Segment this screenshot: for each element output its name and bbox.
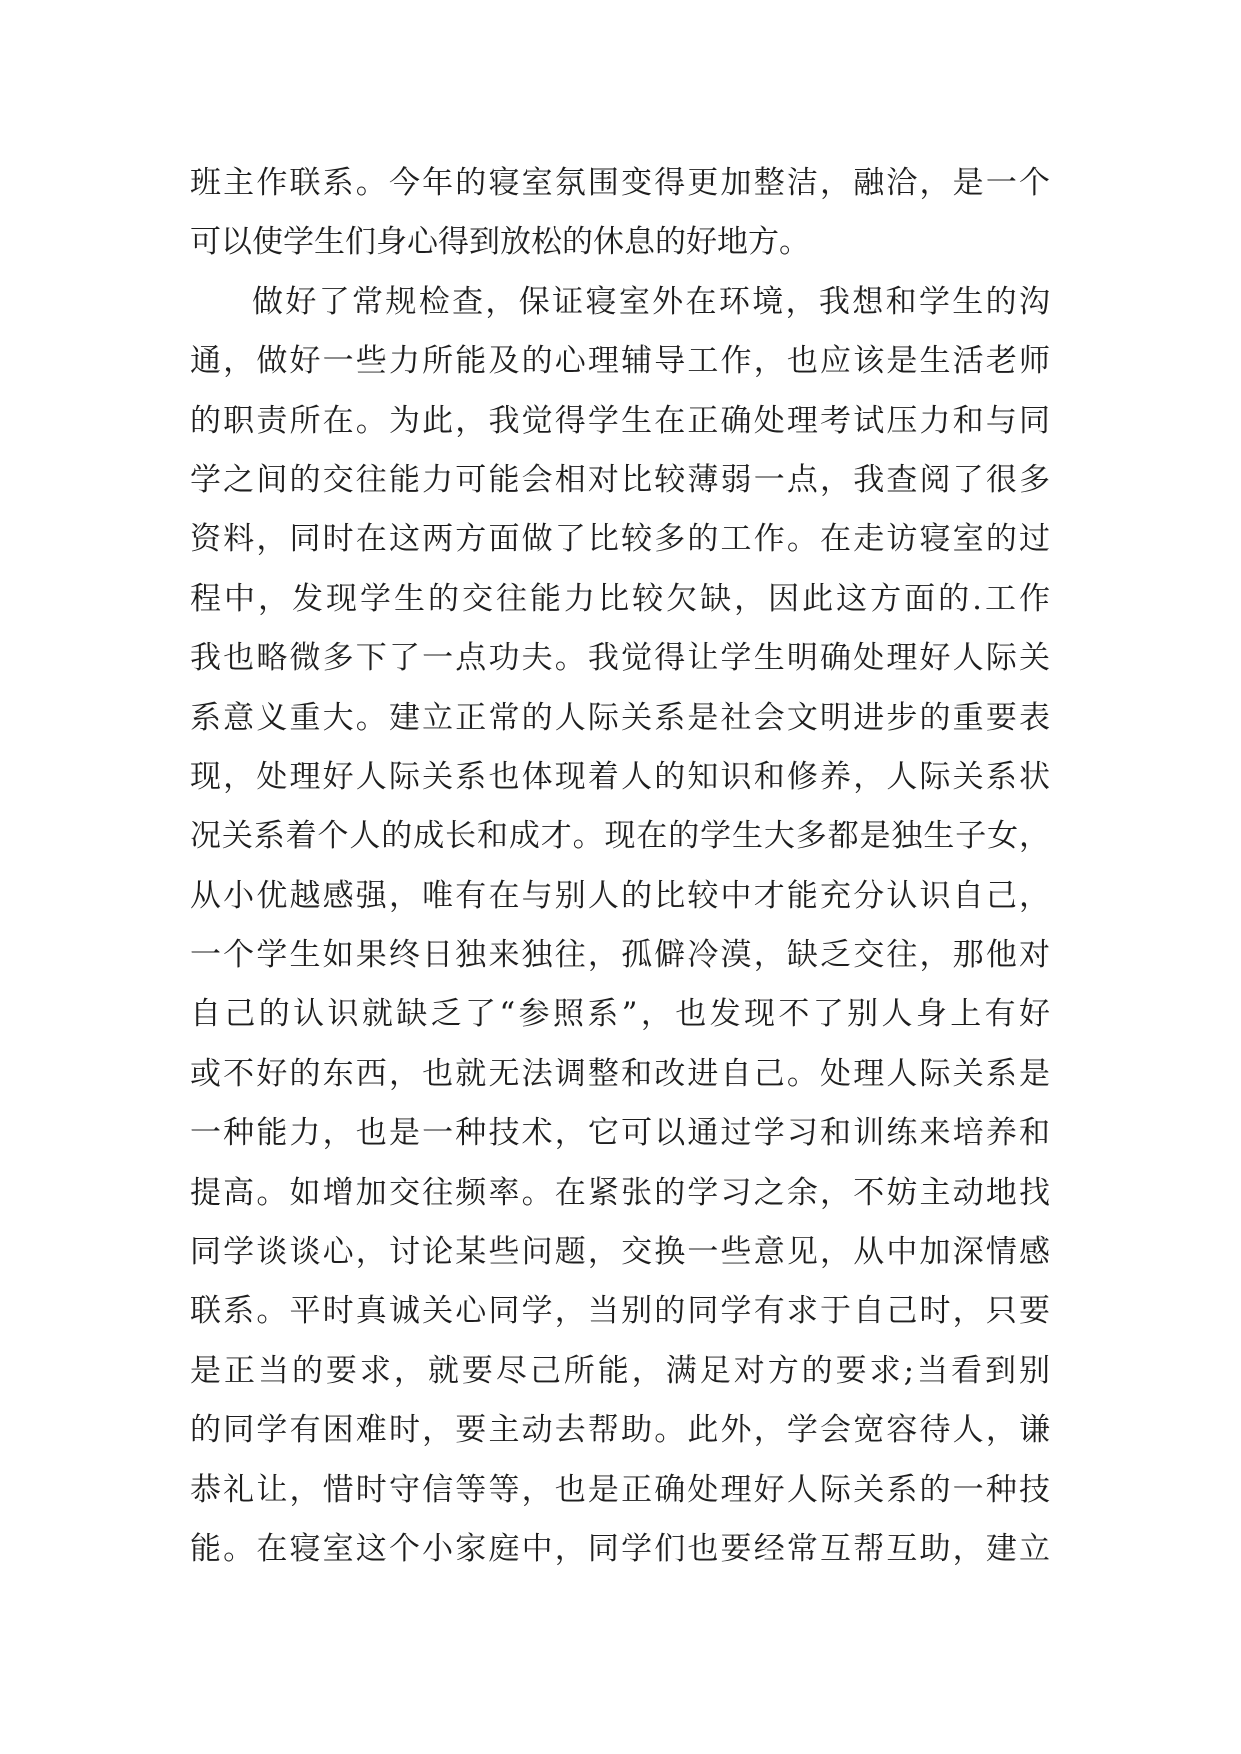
text-line: 系意义重大。建立正常的人际关系是社会文明进步的重要表 [190, 699, 1050, 736]
text-line: 资料，同时在这两方面做了比较多的工作。在走访寝室的过 [190, 521, 1050, 558]
text-line: 从小优越感强，唯有在与别人的比较中才能充分认识自己， [190, 877, 1050, 914]
text-line: 能。在寝室这个小家庭中，同学们也要经常互帮互助，建立 [190, 1530, 1050, 1567]
text-line: 同学谈谈心，讨论某些问题，交换一些意见，从中加深情感 [190, 1234, 1050, 1271]
text-line: 现，处理好人际关系也体现着人的知识和修养，人际关系状 [190, 758, 1050, 795]
text-line: 联系。平时真诚关心同学，当别的同学有求于自己时，只要 [190, 1293, 1050, 1330]
text-line: 我也略微多下了一点功夫。我觉得让学生明确处理好人际关 [190, 640, 1050, 677]
text-line: 提高。如增加交往频率。在紧张的学习之余，不妨主动地找 [190, 1174, 1050, 1211]
text-line: 自己的认识就缺乏了“参照系”，也发现不了别人身上有好 [190, 996, 1050, 1033]
text-line: 是正当的要求，就要尽己所能，满足对方的要求;当看到别 [190, 1352, 1050, 1389]
text-line: 或不好的东西，也就无法调整和改进自己。处理人际关系是 [190, 1055, 1050, 1092]
text-line: 况关系着个人的成长和成才。现在的学生大多都是独生子女， [190, 818, 1050, 855]
text-line: 通，做好一些力所能及的心理辅导工作，也应该是生活老师 [190, 343, 1050, 380]
text-line: 班主作联系。今年的寝室氛围变得更加整洁，融洽，是一个 [190, 165, 1050, 201]
text-line: 学之间的交往能力可能会相对比较薄弱一点，我查阅了很多 [190, 461, 1050, 498]
paragraph-first-line: 做好了常规检查，保证寝室外在环境，我想和学生的沟 [252, 283, 1050, 320]
text-line: 可以使学生们身心得到放松的休息的好地方。 [190, 224, 810, 261]
text-line: 的职责所在。为此，我觉得学生在正确处理考试压力和与同 [190, 402, 1050, 439]
text-line: 一个学生如果终日独来独往，孤僻冷漠，缺乏交往，那他对 [190, 937, 1050, 974]
text-line: 程中，发现学生的交往能力比较欠缺，因此这方面的.工作 [190, 580, 1050, 617]
text-line: 一种能力，也是一种技术，它可以通过学习和训练来培养和 [190, 1115, 1050, 1152]
text-line: 恭礼让，惜时守信等等，也是正确处理好人际关系的一种技 [190, 1471, 1050, 1508]
text-line: 的同学有困难时，要主动去帮助。此外，学会宽容待人，谦 [190, 1412, 1050, 1449]
body-text [190, 154, 1050, 1579]
